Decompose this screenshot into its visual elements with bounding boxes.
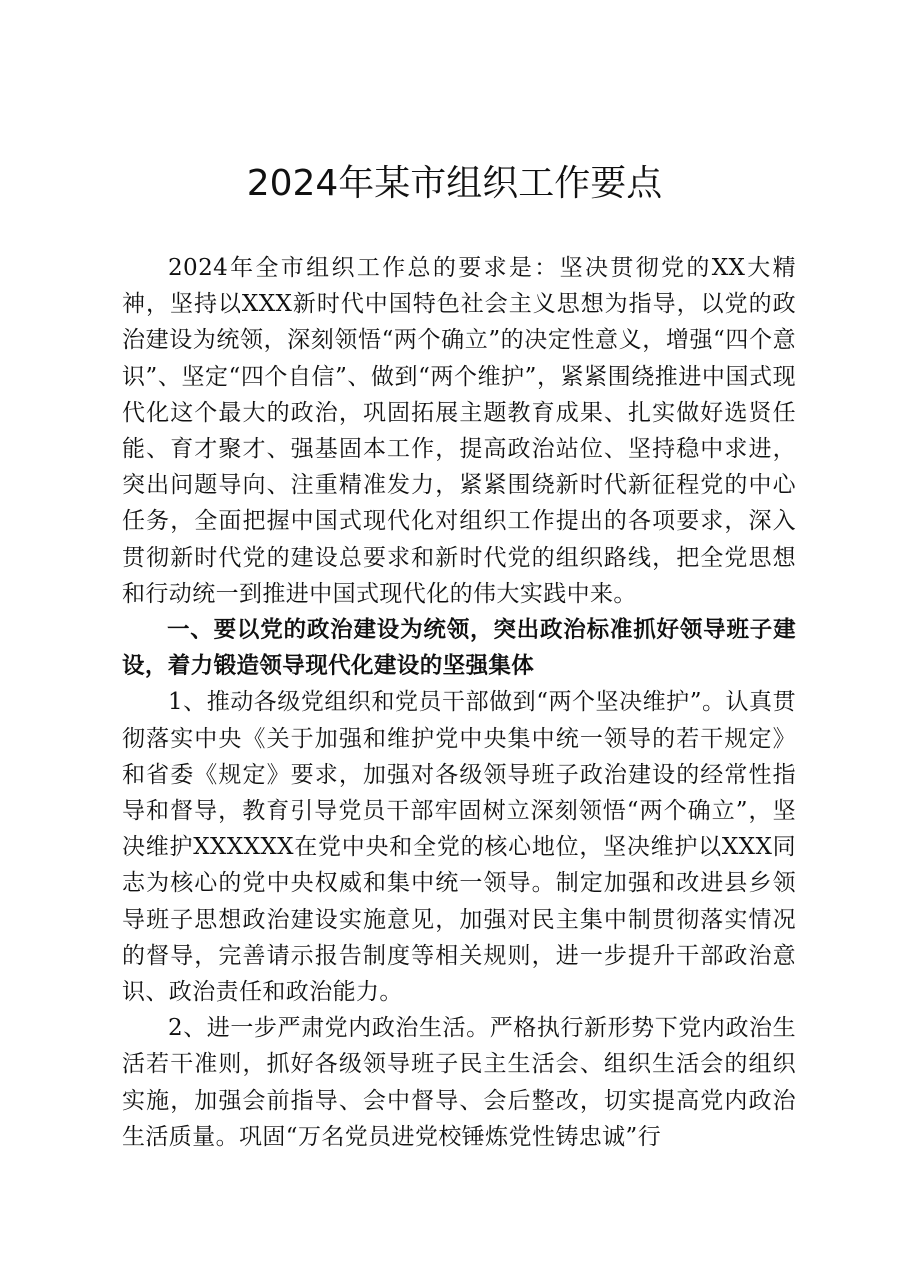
- document-body: [122, 250, 796, 1155]
- intro-paragraph: 2024年全市组织工作总的要求是：坚决贯彻党的XX大精神，坚持以XXX新时代中国特色社会主义思想为指导，以党的政治建设为统领，深刻领悟“两个确立”的决定性意义，增强“四个意识”、坚定“四个自信”、做到“两个维护”，紧紧围绕推进中国式现代化这个最大的政治，巩固拓展主题教育成果、扎实做好选贤任能、育才聚才、强基固本工作，提高政治站位、坚持稳中求进，突出问题导向、注重精准发力，紧紧围绕新时代新征程党的中心任务，全面把握中国式现代化对组织工作提出的各项要求，深入贯彻新时代党的建设总要求和新时代党的组织路线，把全党思想和行动统一到推进中国式现代化的伟大实践中来。: [122, 255, 796, 607]
- item-paragraph-1: 1、推动各级党组织和党员干部做到“两个坚决维护”。认真贯彻落实中央《关于加强和维护党中央集中统一领导的若干规定》和省委《规定》要求，加强对各级领导班子政治建设的经常性指导和督导，教育引导党员干部牢固树立深刻领悟“两个确立”，坚决维护XXXXXX在党中央和全党的核心地位，坚决维护以XXX同志为核心的党中央权威和集中统一领导。制定加强和改进县乡领导班子思想政治建设实施意见，加强对民主集中制贯彻落实情况的督导，完善请示报告制度等相关规则，进一步提升干部政治意识、政治责任和政治能力。: [122, 689, 796, 1006]
- item-paragraph-2: 2、进一步严肃党内政治生活。严格执行新形势下党内政治生活若干准则，抓好各级领导班子民主生活会、组织生活会的组织实施，加强会前指导、会中督导、会后整改，切实提高党内政治生活质量。巩固“万名党员进党校锤炼党性铸忠诚”行: [122, 1015, 796, 1150]
- section-heading-1: 一、要以党的政治建设为统领，突出政治标准抓好领导班子建设，着力锻造领导现代化建设的坚强集体: [122, 617, 796, 680]
- document-title: 2024年某市组织工作要点: [246, 163, 663, 204]
